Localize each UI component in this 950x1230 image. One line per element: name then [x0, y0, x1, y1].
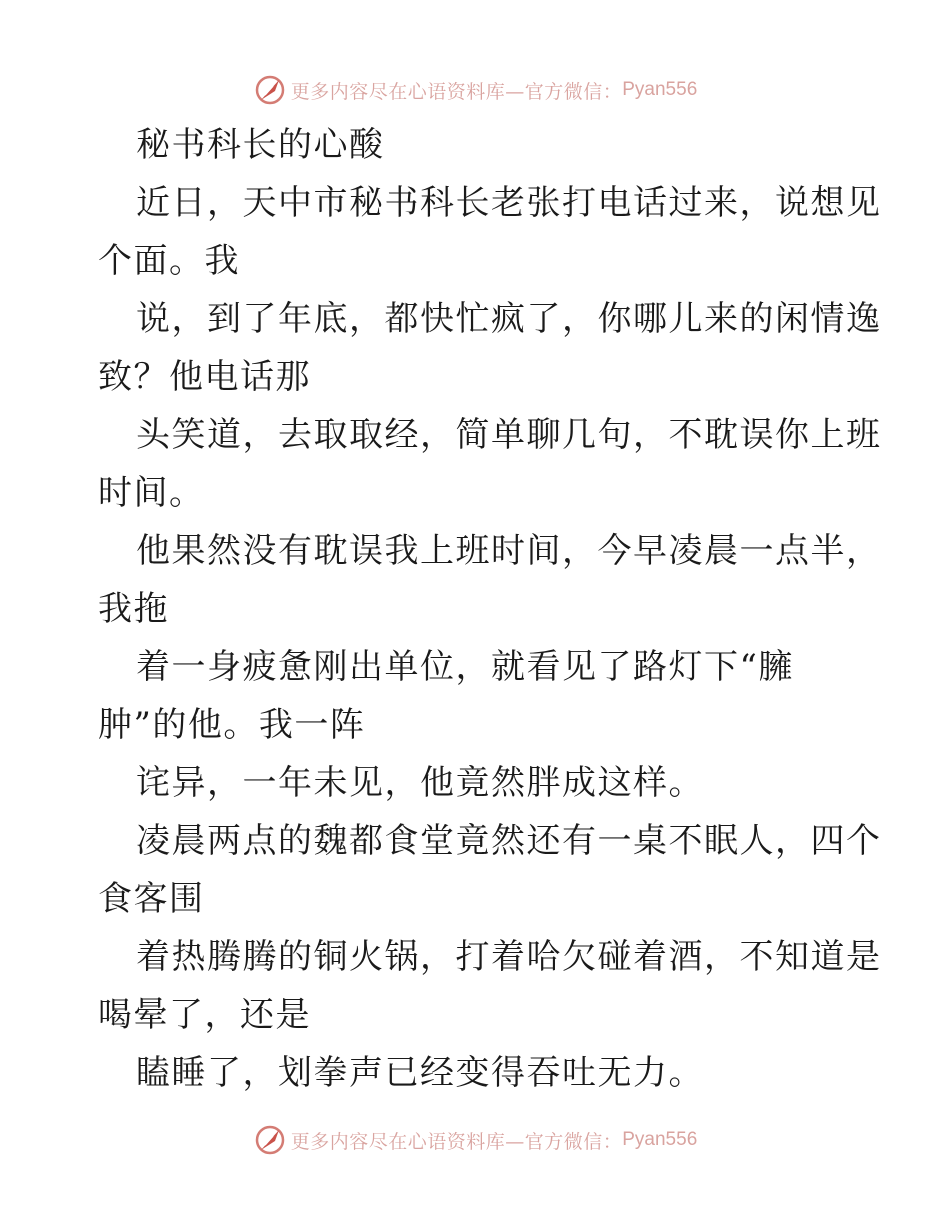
- text-line: 肿”的他。我一阵: [98, 705, 366, 745]
- footer-watermark: [0, 1122, 950, 1158]
- text-line: 致？他电话那: [98, 357, 311, 397]
- article-title: 秘书科长的心酸: [136, 125, 385, 165]
- text-line: 诧异，一年未见，他竟然胖成这样。: [136, 763, 704, 803]
- text-line: 凌晨两点的魏都食堂竟然还有一桌不眠人，四个: [136, 821, 882, 861]
- text-line: 近日，天中市秘书科长老张打电话过来，说想见: [136, 183, 882, 223]
- watermark-wechat-id: Pyan556: [622, 79, 698, 100]
- text-line: 个面。我: [98, 241, 240, 281]
- quill-logo-icon: [253, 73, 287, 107]
- text-line: 着热腾腾的铜火锅，打着哈欠碰着酒，不知道是: [136, 937, 882, 977]
- text-line: 食客围: [98, 879, 205, 919]
- text-line: 喝晕了，还是: [98, 995, 311, 1035]
- text-line: 说，到了年底，都快忙疯了，你哪儿来的闲情逸: [136, 299, 882, 339]
- quill-logo-icon: [253, 1123, 287, 1157]
- text-line: 头笑道，去取取经，简单聊几句，不耽误你上班: [136, 415, 882, 455]
- text-line: 瞌睡了，划拳声已经变得吞吐无力。: [136, 1053, 704, 1093]
- text-line: 着一身疲惫刚出单位，就看见了路灯下“臃: [136, 647, 794, 687]
- header-watermark: [0, 72, 950, 108]
- text-line: 时间。: [98, 473, 205, 513]
- text-line: 他果然没有耽误我上班时间，今早凌晨一点半，: [136, 531, 882, 571]
- text-line: 我拖: [98, 589, 169, 629]
- watermark-text: 更多内容尽在心语资料库—官方微信：: [290, 80, 623, 103]
- watermark-text: 更多内容尽在心语资料库—官方微信：: [290, 1130, 623, 1153]
- watermark-wechat-id: Pyan556: [622, 1129, 698, 1150]
